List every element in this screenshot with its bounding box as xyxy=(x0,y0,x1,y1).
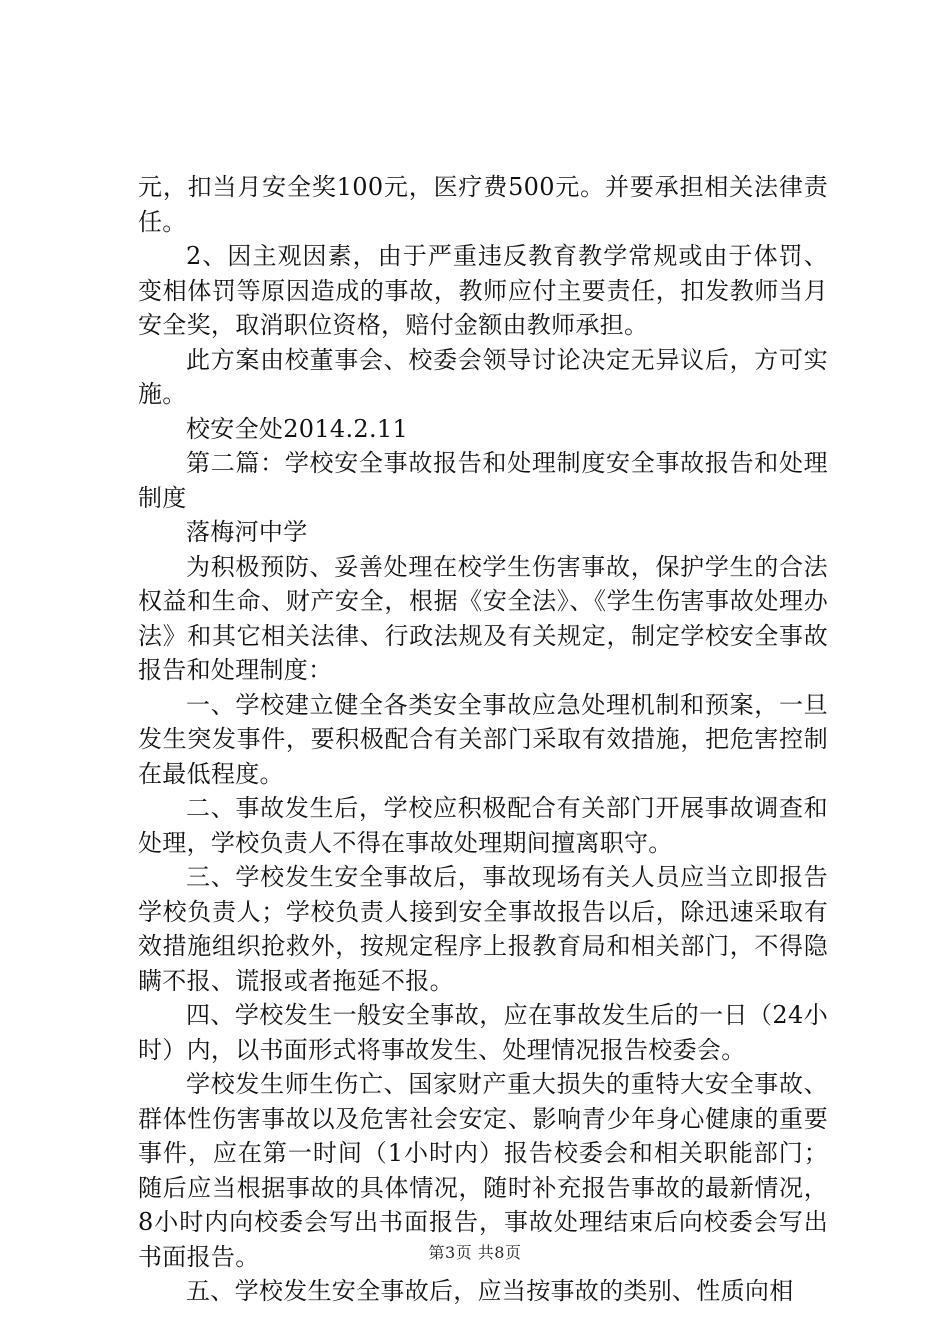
document-body xyxy=(138,170,828,1309)
paragraph-3: 此方案由校董事会、校委会领导讨论决定无异议后，方可实施。 xyxy=(138,345,828,408)
signature-line: 校安全处2014.2.11 xyxy=(186,414,409,443)
paragraph-1: 元，扣当月安全奖100元，医疗费500元。并要承担相关法律责任。 xyxy=(138,173,828,236)
paragraph-item-5: 五、学校发生安全事故后，应当按事故的类别、性质向相 xyxy=(186,1277,794,1305)
paragraph-item-2: 二、事故发生后，学校应积极配合有关部门开展事故调查和处理，学校负责人不得在事故处理期间擅离职守。 xyxy=(138,794,828,857)
paragraph-item-1: 一、学校建立健全各类安全事故应急处理机制和预案，一旦发生突发事件，要积极配合有关部门采取有效措施，把危害控制在最低程度。 xyxy=(138,690,828,788)
paragraph-item-3: 三、学校发生安全事故后，事故现场有关人员应当立即报告学校负责人；学校负责人接到安全事故报告以后，除迅速采取有效措施组织抢救外，按规定程序上报教育局和相关部门，不得隐瞒不报、谎报或者拖延不报。 xyxy=(138,863,828,995)
paragraph-2: 2、因主观因素，由于严重违反教育教学常规或由于体罚、变相体罚等原因造成的事故，教师应付主要责任，扣发教师当月安全奖，取消职位资格，赔付金额由教师承担。 xyxy=(138,242,828,339)
paragraph-item-4: 四、学校发生一般安全事故，应在事故发生后的一日（24小时）内，以书面形式将事故发生、处理情况报告校委会。 xyxy=(138,1001,828,1064)
school-name: 落梅河中学 xyxy=(186,518,308,546)
paragraph-item-4-detail: 学校发生师生伤亡、国家财产重大损失的重特大安全事故、群体性伤害事故以及危害社会安定、影响青少年身心健康的重要事件，应在第一时间（1小时内）报告校委会和相关职能部门；随后应当根据事故的具体情况，随时补充报告事故的最新情况，8小时内向校委会写出书面报告，事故处理结束后向校委会写出书面报告。 xyxy=(138,1070,828,1271)
page-footer: 第3页 共8页 xyxy=(428,1243,522,1262)
section-title: 第二篇：学校安全事故报告和处理制度安全事故报告和处理制度 xyxy=(138,449,828,512)
paragraph-intro: 为积极预防、妥善处理在校学生伤害事故，保护学生的合法权益和生命、财产安全，根据《安全法》、《学生伤害事故处理办法》和其它相关法律、行政法规及有关规定，制定学校安全事故报告和处理制度： xyxy=(138,552,828,684)
